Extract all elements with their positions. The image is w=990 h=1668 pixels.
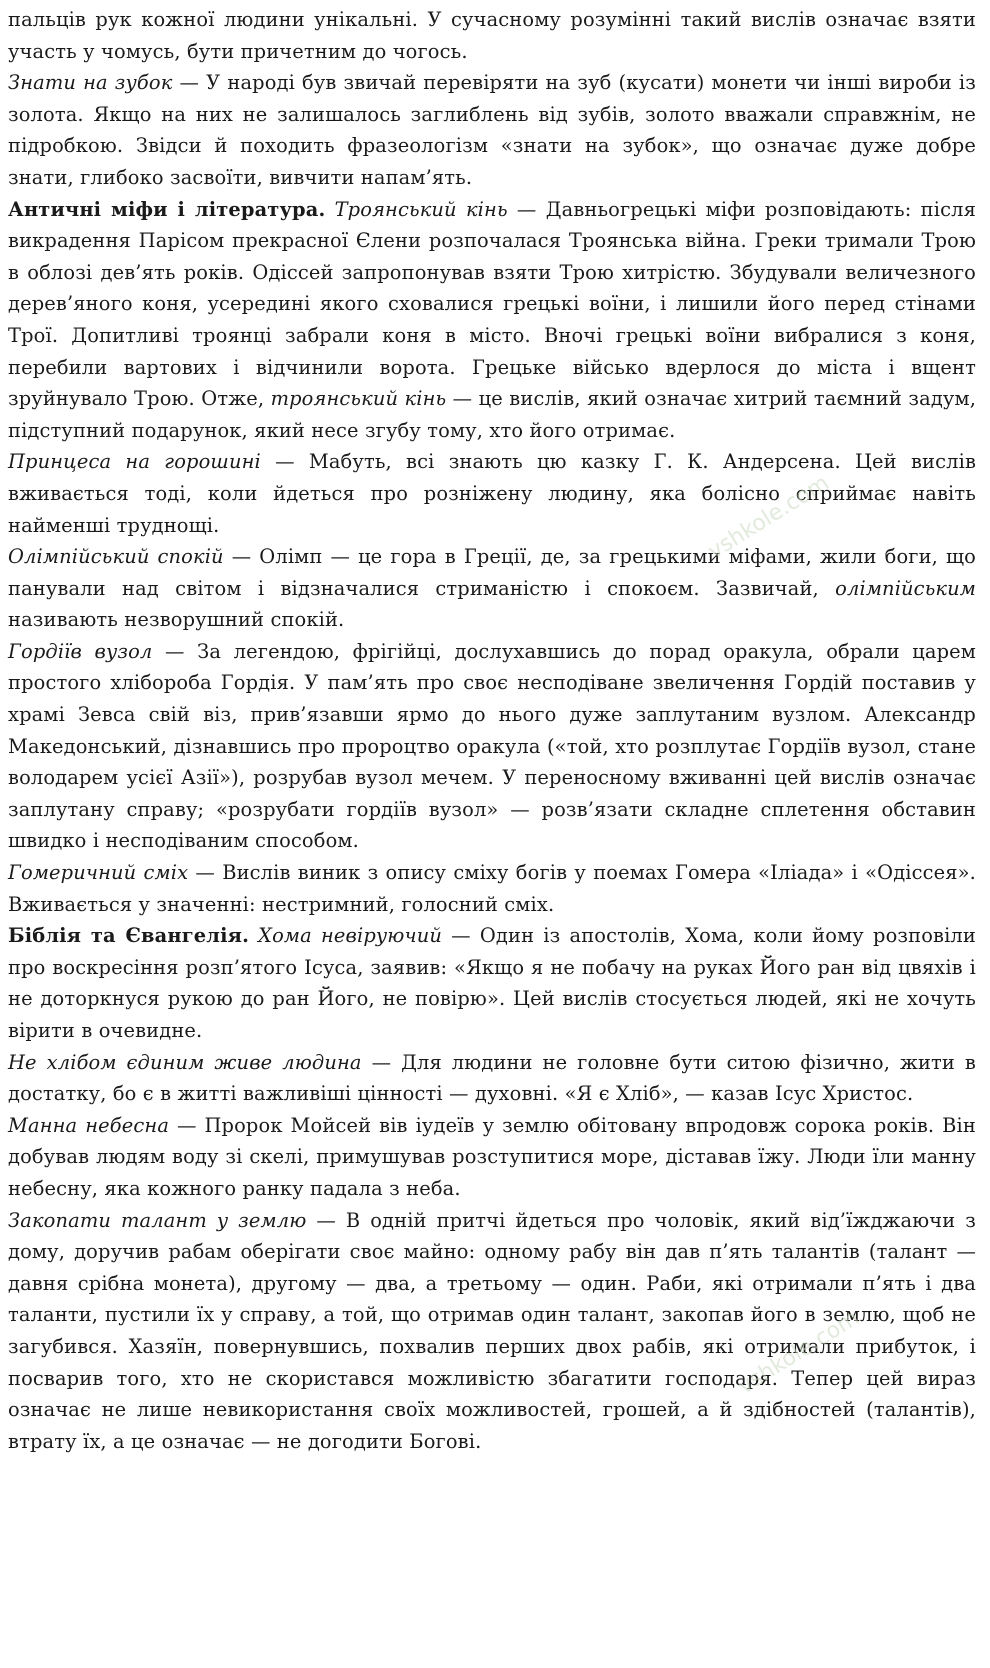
entry-term: Принцеса на горошині xyxy=(8,450,261,474)
section-heading-antiquity: Античні міфи і література. xyxy=(8,197,326,221)
entry-term: Знати на зубок xyxy=(8,71,173,95)
entry-term: Закопати талант у землю xyxy=(8,1208,307,1232)
entry-troyanskyi-kin xyxy=(8,194,976,447)
entry-text: пальців рук кожної людини унікальні. У сучасному розумінні такий вислів означає взяти участь у чомусь, бути причетним до чогось. xyxy=(8,8,976,63)
entry-text: — Вислів виник з опису сміху богів у поемах Гомера «Іліада» і «Одіссея». Вживається у значенні: нестримний, голосний сміх. xyxy=(8,861,977,916)
entry-term: Хома невіруючий xyxy=(258,924,443,948)
entry-text: — В одній притчі йдеться про чоловік, який від’їжджаючи з дому, доручив рабам оберігати своє майно: одному рабу він дав п’ять талантів (талант — давня срібна монета), другому — два, а третьому — один. Раби, які отримали п’ять і два таланти, пустили їх у справу, а той, що отримав один талант, закопав його в землю, щоб не загубився. Хазяїн, повернувшись, похвалив перших двох рабів, які отримали прибуток, і посварив того, хто не скористався можливістю збагатити господаря. Тепер цей вираз означає не лише невикористання своїх можливостей, грошей, а й здібностей (талантів), втрату їх, а це означає — не догодити Богові. xyxy=(8,1208,976,1453)
entry-term: Троянський кінь xyxy=(334,197,508,221)
entry-hordiiv-vuzol xyxy=(8,636,976,857)
entry-term: Гордіїв вузол xyxy=(8,639,153,663)
entry-text: — У народі був звичай перевіряти на зуб (кусати) монети чи інші вироби із золота. Якщо на них не залишалось заглиблень від зубів, золото вважали справжнім, не підробкою. Звідси й походить фразеологізм «знати на зубок», що означає дуже добре знати, глибоко засвоїти, вивчити напам’ять. xyxy=(8,71,976,189)
entry-pryntsesa-na-horoshyni xyxy=(8,446,976,541)
entry-homerychnyi-smikh xyxy=(8,857,976,920)
entry-znaty-na-zubok xyxy=(8,67,976,193)
entry-fingerprints xyxy=(8,4,976,67)
entry-manna-nebesna xyxy=(8,1110,976,1205)
entry-term: Не хлібом єдиним живе людина xyxy=(8,1050,362,1074)
entry-text: — Пророк Мойсей вів іудеїв у землю обітовану впродовж сорока років. Він добував людям воду зі скелі, примушував розступитися море, діставав їжу. Люди їли манну небесну, яка кожного ранку падала з неба. xyxy=(8,1113,976,1200)
entry-text: — Мабуть, всі знають цю казку Г. К. Андерсена. Цей вислів вживається тоді, коли йдеться про розніжену людину, яка болісно сприймає навіть найменші труднощі. xyxy=(8,450,977,537)
entry-text: — Один із апостолів, Хома, коли йому розповіли про воскресіння розп’ятого Ісуса, заявив: «Якщо я не побачу на руках Його ран від цвяхів і не доторкнуся рукою до ран Його, не повірю». Цей вислів стосується людей, які не хочуть вірити в очевидне. xyxy=(8,924,976,1042)
entry-text-continued: — це вислів, який означає хитрий таємний задум, підступний подарунок, який несе згубу тому, хто його отримає. xyxy=(8,387,977,442)
entry-text: — Для людини не головне бути ситою фізично, жити в достатку, бо є в житті важливіші цінності — духовні. «Я є Хліб», — казав Ісус Христос. xyxy=(8,1050,976,1106)
entry-text: — Давньогрецькі міфи розповідають: після викрадення Парісом прекрасної Єлени розпочалася Троянська війна. Греки тримали Трою в облозі дев’ять років. Одіссей запропонував взяти Трою хитрістю. Збудували величезного дерев’яного коня, усередині якого сховалися грецькі воїни, і лишили його перед стінами Трої. Допитливі троянці забрали коня в місто. Вночі грецькі воїни вибралися з коня, перебили вартових і відчинили ворота. Грецьке військо вдерлося до міста і вщент зруйнувало Трою. Отже, xyxy=(8,197,976,411)
entry-term-inline: олімпійським xyxy=(835,576,976,600)
entry-ne-khlibom-yedynym xyxy=(8,1047,976,1110)
entry-zakopaty-talant xyxy=(8,1205,976,1458)
entry-khoma-nevіruiuchyi xyxy=(8,920,976,1046)
section-heading-bible: Біблія та Євангелія. xyxy=(8,924,249,948)
watermark: vshkole.com xyxy=(733,1305,864,1400)
watermark: vshkole.com xyxy=(703,470,834,565)
entry-text: — За легендою, фрігійці, дослухавшись до порад оракула, обрали царем простого хлібороба Гордія. У пам’ять про своє несподіване звеличення Гордій поставив у храмі Зевса свій віз, прив’язавши ярмо до нього дуже заплутаним вузлом. Александр Македонський, дізнавшись про пророцтво оракула («той, хто розплутає Гордіїв вузол, стане володарем усієї Азії»), розрубав вузол мечем. У переносному вживанні цей вислів означає заплутану справу; «розрубати гордіїв вузол» — розв’язати складне сплетення обставин швидко і несподіваним способом. xyxy=(8,639,977,853)
entry-text: — Олімп — це гора в Греції, де, за грецькими міфами, жили боги, що панували над світом і відзначалися стриманістю і спокоєм. Зазвичай, xyxy=(8,545,977,600)
entry-term-inline: троянський кінь xyxy=(270,387,447,411)
entry-olimpiiskyi-spokii xyxy=(8,541,976,636)
entry-term: Гомеричний сміх xyxy=(8,861,189,885)
entry-term: Олімпійський спокій xyxy=(8,545,224,569)
entry-text-continued: називають незворушний спокій. xyxy=(8,608,345,632)
entry-term: Манна небесна xyxy=(8,1113,170,1137)
